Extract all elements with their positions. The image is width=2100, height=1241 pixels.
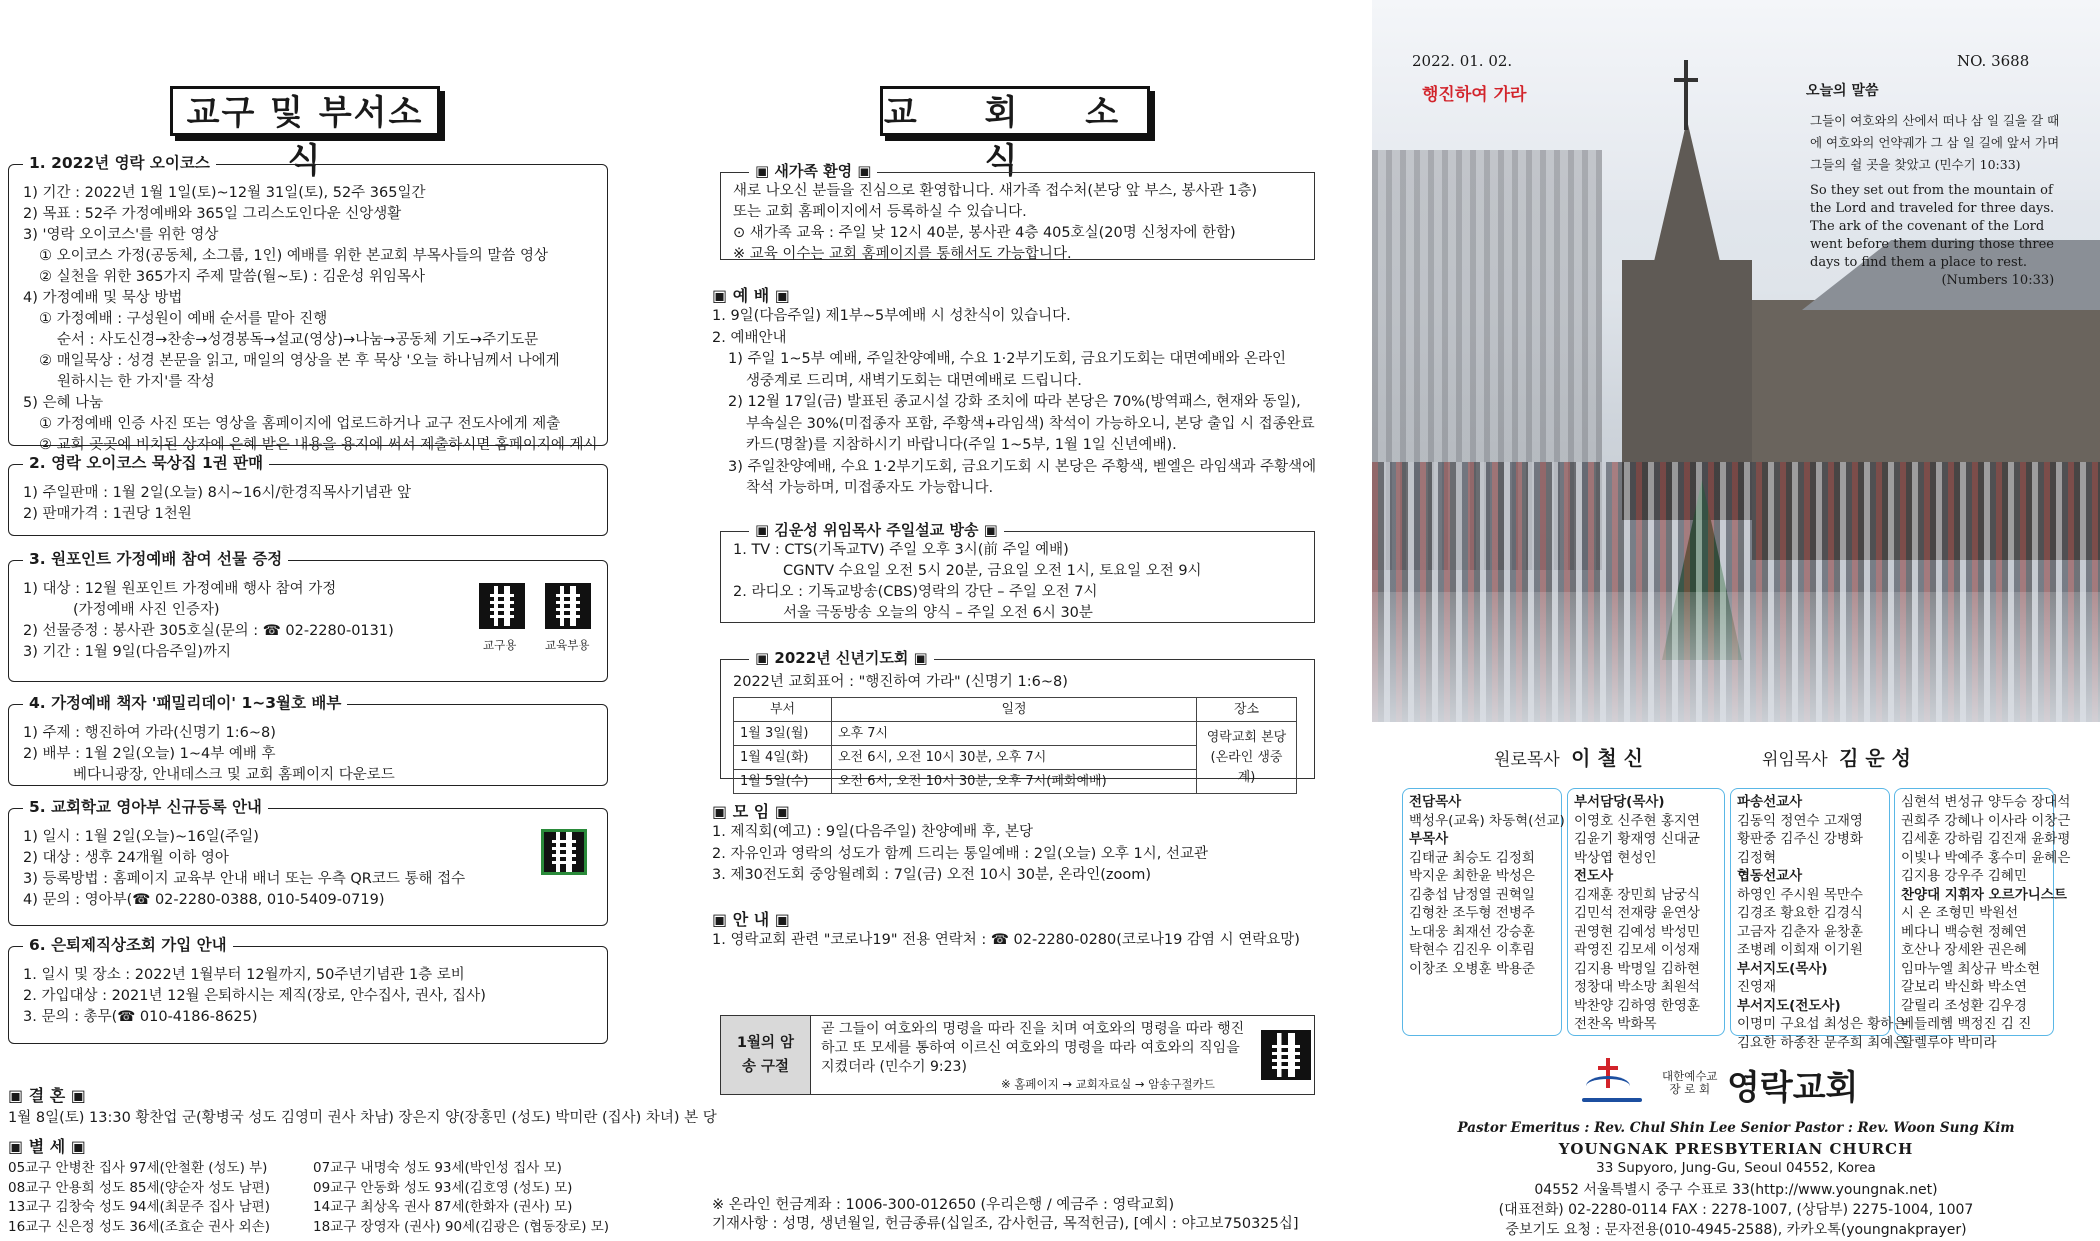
text-line: went before them during those three [1810,237,2055,252]
staff-group-heading: 파송선교사 [1737,794,1803,810]
text-line: 하고 또 모세를 통하여 이르신 여호와의 명령을 따라 여호와의 직임을 [821,1040,1240,1056]
staff-names: 호산나 장세완 권은혜 [1901,942,2027,958]
qr-code-label: 교구용 [483,638,517,652]
staff-names: 갈릴리 조성환 김우경 [1901,997,2027,1014]
text-line: the Lord and traveled for three days. [1810,201,2055,216]
notice-line: (가정예배 사진 인증자) [73,602,220,618]
education-qr-code[interactable] [545,583,591,629]
passing-row [8,1179,618,1199]
notice-line: 2. 가입대상 : 2021년 12월 은퇴하시는 제직(장로, 안수집사, 권사, 집사) [23,988,486,1004]
meeting-lines [712,822,1337,887]
staff-names: 박찬양 김하영 한영훈 [1574,997,1700,1014]
staff-names: 김지용 박명일 김하현 [1574,960,1700,977]
text-line: 2) 12월 17일(금) 발표된 종교시설 강화 조치에 따라 본당은 70%(방역패스, 현재와 동일), [728,394,1301,410]
notice-lines [712,930,1337,952]
notice-line: 3) '영락 오이코스'를 위한 영상 [23,227,219,243]
staff-names: 정창대 박소망 최원석 [1574,979,1700,995]
broadcast-box [720,521,1315,623]
notice-line: ② 매일묵상 : 성경 본문을 읽고, 매일의 영상을 본 후 묵상 '오늘 하나님께서 나에게 [39,353,560,369]
prayer-box [720,649,1315,789]
senior-pastor [1762,742,1911,771]
text-line: 2. 자유인과 영락의 성도가 함께 드리는 통일예배 : 2일(오늘) 오후 1시, 선교관 [712,845,1208,862]
text-line: days to find them a place to rest. [1810,255,2027,270]
logo-denomination-line1: 대한예수교 [1662,1069,1718,1083]
notice-section [8,694,608,786]
text-line: 3) 주일찬양예배, 수요 1·2부기도회, 금요기도회 시 본당은 주황색, 벧엘은 라임색과 주황색에 [728,458,1317,475]
staff-column [1730,788,1907,1051]
prayer-header-schedule: 일정 [832,698,1197,722]
notice-line: 2) 목표 : 52주 가정예배와 365일 그리스도인다운 신앙생활 [23,206,402,222]
text-line: 1. 9일(다음주일) 제1부~5부예배 시 성찬식이 있습니다. [712,308,1071,324]
text-line: 2. 라디오 : 기독교방송(CBS)영락의 강단 – 주일 오전 7시 [733,584,1098,600]
memory-verse-box [720,1015,1315,1095]
text-line: The ark of the covenant of the Lord [1810,219,2045,234]
text-line: (Numbers 10:33) [1941,273,2055,288]
prayer-row-time: 오후 7시 [832,722,1197,746]
staff-names: 갈보리 박신화 박소연 [1901,979,2027,995]
worship-heading: ▣ 예 배 ▣ [712,286,790,305]
text-line: 기재사항 : 성명, 생년월일, 헌금종류(십일조, 감사헌금, 목적헌금), [예시 : 야고보750325십] [712,1216,1299,1232]
memory-verse-note: ※ 홈페이지 → 교회자료실 → 암송구절카드 [1001,1077,1215,1091]
prayer-place: 영락교회 본당 (온라인 생중계) [1197,722,1297,794]
notice-section-title: 4. 가정예배 책자 '패밀리데이' 1~3월호 배부 [23,693,347,714]
text-line: 부속실은 30%(미접종자 포함, 주황색+라임색) 착석이 가능하오니, 본당 출입 시 접종완료 [746,415,1315,432]
notice-section-title: 1. 2022년 영락 오이코스 [23,153,216,174]
pastor-emeritus-name: 이 철 신 [1571,746,1643,770]
prayer-request-contact: 중보기도 요청 : 문자전용(010-4945-2588), 카카오톡(youngnakprayer) [1505,1222,1967,1238]
notice-line: 1) 기간 : 2022년 1월 1일(토)~12월 31일(토), 52주 365일간 [23,185,426,201]
notice-section [8,454,608,536]
church-english-name: YOUNGNAK PRESBYTERIAN CHURCH [1558,1140,1914,1158]
staff-group-heading: 부서지도(목사) [1737,960,1828,977]
senior-pastor-role: 위임목사 [1762,750,1828,770]
text-line: 새로 나오신 분들을 진심으로 환영합니다. 새가족 접수처(본당 앞 부스, 봉사관 1층) [733,183,1258,199]
church-photo [1372,0,2100,722]
staff-column [1402,788,1565,1036]
broadcast-lines [733,540,1302,624]
memory-verse-label: 1월의 암송 구절 [721,1016,811,1094]
notice-line: 3) 기간 : 1월 9일(다음주일)까지 [23,644,232,660]
staff-names: 베다니 백승현 정혜연 [1901,923,2027,940]
passing-row [8,1218,618,1238]
staff-names: 권희주 강혜나 이사라 이창근 [1901,812,2071,829]
worship-lines [712,306,1337,500]
memory-qr-code[interactable] [1261,1030,1311,1080]
notice-line: ② 실천을 위한 365가지 주제 말씀(월~토) : 김운성 위임목사 [39,269,426,285]
qr-code-label: 교육부용 [545,638,590,652]
notice-section-title: 2. 영락 오이코스 묵상집 1권 판매 [23,453,269,474]
passing-entry: 13교구 김창숙 성도 94세(최문주 집사 남편) [8,1199,270,1215]
text-line: CGNTV 수요일 오전 5시 20분, 금요일 오전 1시, 토요일 오전 9시 [783,563,1202,579]
staff-names: 박지운 최한윤 박성은 [1409,868,1535,884]
pastor-emeritus-role: 원로목사 [1494,750,1560,770]
notice-heading: ▣ 안 내 ▣ [712,910,790,929]
issue-date: 2022. 01. 02. [1412,52,1513,70]
notice-section [8,936,608,1044]
logo-denomination-line2: 장 로 회 [1669,1082,1711,1096]
staff-column [1894,788,2071,1051]
staff-group-heading: 전담목사 [1409,794,1462,810]
notice-line: 1) 주일판매 : 1월 2일(오늘) 8시~16시/한경직목사기념관 앞 [23,485,412,501]
parish-qr-code[interactable] [479,583,525,629]
logo-church-name: 영락교회 [1727,1068,1859,1108]
notice-line: 2) 배부 : 1월 2일(오늘) 1~4부 예배 후 [23,746,276,762]
pastor-emeritus [1494,742,1643,771]
passing-entry: 07교구 내명숙 성도 93세(박인성 집사 모) [313,1160,562,1176]
issue-number: NO. 3688 [1957,52,2030,70]
left-page [0,0,717,1241]
text-line: 착석 가능하며, 미접종자도 가능합니다. [746,480,994,496]
staff-names: 김정혁 [1737,849,1777,866]
welcome-lines [733,181,1302,265]
broadcast-heading: ▣ 김운성 위임목사 주일설교 방송 ▣ [749,520,1004,541]
senior-pastor-name: 김 운 성 [1839,746,1911,770]
text-line: 2. 예배안내 [712,329,787,346]
text-line: 그들의 쉴 곳을 찾았고 (민수기 10:33) [1810,157,2021,172]
passing-entry: 09교구 안동화 성도 93세(김호영 (성도) 모) [313,1179,573,1196]
staff-names: 김지용 강우주 김혜민 [1901,868,2027,884]
prayer-row-date: 1월 5일(수) [734,770,832,794]
staff-column [1567,788,1725,1036]
staff-names: 김요한 하종찬 문주희 최예은 [1737,1034,1907,1051]
staff-names: 권영현 김예성 박성민 [1574,923,1700,940]
text-line: 곧 그들이 여호와의 명령을 따라 진을 치며 여호와의 명령을 따라 행진 [821,1021,1245,1037]
notice-line: 2) 선물증정 : 봉사관 305호실(문의 : ☎ 02-2280-0131) [23,623,394,639]
text-line: 서울 극동방송 오늘의 양식 – 주일 오전 6시 30분 [783,605,1093,621]
passing-row [8,1198,618,1218]
text-line: 1. TV : CTS(기독교TV) 주일 오후 3시(前 주일 예배) [733,542,1069,558]
prayer-motto: 2022년 교회표어 : "행진하여 가라" (신명기 1:6~8) [733,674,1068,690]
passing-entry: 05교구 안병찬 집사 97세(안철환 (성도) 부) [8,1160,268,1176]
text-line: ⊙ 새가족 교육 : 주일 낮 12시 40분, 봉사관 4층 405호실(20명 신청자에 한함) [733,225,1236,241]
staff-names: 전찬옥 박화목 [1574,1016,1657,1032]
passing-entry: 16교구 신은정 성도 36세(조효순 권사 외손) [8,1218,270,1235]
word-korean [1810,110,2059,176]
staff-names: 진영재 [1737,979,1777,995]
staff-names: 조병례 이희재 이기원 [1737,942,1863,958]
notice-section-title: 5. 교회학교 영아부 신규등록 안내 [23,797,268,818]
text-line: 그들이 여호와의 산에서 떠나 삼 일 길을 갈 때 [1810,113,2060,128]
welcome-heading: ▣ 새가족 환영 ▣ [749,161,877,182]
notice-line: 1) 주제 : 행진하여 가라(신명기 1:6~8) [23,725,276,741]
passing-entry: 08교구 안용희 성도 85세(양순자 성도 남편) [8,1179,270,1196]
passing-entry: 14교구 최상옥 권사 87세(한화자 (권사) 모) [313,1199,573,1215]
staff-names: 곽영진 김모세 이성재 [1574,942,1700,958]
passing-heading: ▣ 별 세 ▣ [8,1137,86,1156]
staff-names: 김세훈 강하림 김진재 윤화평 [1901,831,2071,847]
staff-names: 심현석 변성규 양두승 장대석 [1901,794,2071,810]
text-line: 카드(명찰)를 지참하시기 바랍니다(주일 1~5부, 1월 1일 신년예배). [746,437,1177,453]
text-line: 또는 교회 홈페이지에서 등록하실 수 있습니다. [733,204,1027,220]
staff-group-heading: 부목사 [1409,831,1449,847]
welcome-box [720,162,1315,262]
notice-line: 1) 대상 : 12월 원포인트 가정예배 행사 참여 가정 [23,581,337,597]
staff-group-heading: 찬양대 지휘자 오르가니스트 [1901,886,2067,903]
middle-page [700,0,1340,1241]
text-line: 3. 제30전도회 중앙월례회 : 7일(금) 오전 10시 30분, 온라인(zoom) [712,867,1152,883]
staff-group-heading: 부서담당(목사) [1574,794,1665,810]
wedding-text: 1월 8일(토) 13:30 황찬업 군(황병국 성도 김영미 권사 차남) 장은지 양(장홍민 (성도) 박미란 (집사) 차녀) 본 당 [8,1110,717,1126]
staff-names: 시 온 조형민 박원선 [1901,905,2019,921]
cover-page [1372,0,2100,1241]
staff-names: 베들레헴 백정진 김 진 [1901,1016,2032,1032]
text-line: ※ 온라인 헌금계좌 : 1006-300-012650 (우리은행 / 예금주 : 영락교회) [712,1197,1175,1213]
church-phone: (대표전화) 02-2280-0114 FAX : 2278-1007, (상담부) 2275-1004, 1007 [1498,1202,1974,1218]
staff-group-heading: 전도사 [1574,868,1614,884]
prayer-table [733,697,1297,794]
notice-line: 5) 은혜 나눔 [23,395,104,411]
staff-names: 김동익 정연수 고재영 [1737,812,1863,829]
staff-names: 탁현수 김진우 이후림 [1409,942,1535,958]
notice-line: 3. 문의 : 총무(☎ 010-4186-8625) [23,1009,258,1025]
text-line: 에 여호와의 언약궤가 그 삼 일 길에 앞서 가며 [1810,135,2060,150]
left-page-title: 교구 및 부서소식 [170,86,440,136]
staff-names: 김재훈 장민희 남궁식 [1574,886,1700,903]
notice-line: 2) 대상 : 생후 24개월 이하 영아 [23,850,229,866]
notice-line: ① 오이코스 가정(공동체, 소그룹, 1인) 예배를 위한 본교회 부목사들의 말씀 영상 [39,248,549,264]
notice-line: ② 교회 곳곳에 비치된 상자에 은혜 받은 내용을 용지에 써서 제출하시면 홈페이지에 게시 [39,437,598,453]
staff-names: 이빛나 박예주 홍수미 윤혜은 [1901,849,2071,866]
staff-names: 노대웅 최재선 강승훈 [1409,923,1535,940]
staff-names: 하영인 주시원 목만수 [1737,886,1863,903]
church-logo-icon [1582,1058,1642,1110]
notice-section [8,798,608,926]
notice-line: 3) 등록방법 : 홈페이지 교육부 안내 배너 또는 우측 QR코드 통해 접수 [23,871,466,887]
word-english [1810,182,2054,290]
text-line: 1) 주일 1~5부 예배, 주일찬양예배, 수요 1·2부기도회, 금요기도회는 대면예배와 온라인 [728,351,1287,367]
church-address: 04552 서울특별시 중구 수표로 33(http://www.youngnak.net) [1534,1182,1938,1198]
staff-names: 김형찬 조두형 전병주 [1409,905,1535,921]
notice-line: 원하시는 한 가지'를 작성 [57,374,215,390]
staff-names: 김태균 최승도 김정희 [1409,849,1535,866]
staff-names: 임마누엘 최상규 박소현 [1901,960,2040,977]
word-title: 오늘의 말씀 [1806,83,1879,99]
notice-line: 순서 : 사도신경→찬송→성경봉독→설교(영상)→나눔→공동체 기도→주기도문 [57,332,539,348]
staff-names: 이명미 구요섭 최성은 황하은 [1737,1016,1907,1032]
staff-names: 황판중 김주신 강병화 [1737,831,1863,847]
notice-line: 4) 가정예배 및 묵상 방법 [23,290,183,306]
passing-entry: 18교구 장영자 (권사) 90세(김광은 (협동장로) 모) [313,1218,610,1235]
notice-line: 1. 일시 및 장소 : 2022년 1월부터 12월까지, 50주년기념관 1층 로비 [23,967,465,983]
notice-section-title: 3. 원포인트 가정예배 참여 선물 증정 [23,549,288,570]
meeting-heading: ▣ 모 임 ▣ [712,802,790,821]
prayer-row-date: 1월 4일(화) [734,746,832,770]
notice-line: 1) 일시 : 1월 2일(오늘)~16일(주일) [23,829,259,845]
staff-names: 김경조 황요한 김경식 [1737,905,1863,921]
staff-group-heading: 협동선교사 [1737,868,1803,884]
notice-line: ① 가정예배 인증 사진 또는 영상을 홈페이지에 업로드하거나 교구 전도사에게 제출 [39,416,561,432]
text-line: ※ 교육 이수는 교회 홈페이지를 통해서도 가능합니다. [733,246,1072,262]
notice-line: 베다니광장, 안내데스크 및 교회 홈페이지 다운로드 [73,767,395,783]
passing-list [8,1159,618,1237]
text-line: 1. 영락교회 관련 "코로나19" 전용 연락처 : ☎ 02-2280-0280(코로나19 감염 시 연락요망) [712,932,1300,948]
staff-names: 김민석 전재량 윤연상 [1574,905,1700,921]
staff-names: 이창조 오병훈 박용준 [1409,960,1535,977]
staff-names: 할렐루야 박미라 [1901,1034,1997,1051]
prayer-heading: ▣ 2022년 신년기도회 ▣ [749,648,934,669]
staff-names: 박상엽 현성인 [1574,849,1657,866]
staff-names: 이영호 신주현 홍지연 [1574,812,1700,829]
text-line: 1. 제직회(예고) : 9일(다음주일) 찬양예배 후, 본당 [712,824,1033,840]
passing-row [8,1159,618,1179]
notice-section [8,154,608,453]
staff-group-heading: 부서지도(전도사) [1737,997,1841,1014]
notice-line: 4) 문의 : 영아부(☎ 02-2280-0388, 010-5409-0719) [23,892,385,908]
prayer-row-date: 1월 3일(월) [734,722,832,746]
theme-title: 행진하여 가라 [1422,85,1527,105]
notice-section-title: 6. 은퇴제직상조회 가입 안내 [23,935,233,956]
memory-verse-text [821,1020,1244,1077]
text-line: So they set out from the mountain of [1810,183,2053,198]
staff-names: 백성우(교육) 차동혁(선교) [1409,812,1565,829]
staff-names: 김윤기 황재영 신대균 [1574,831,1700,847]
notice-line: ① 가정예배 : 구성원이 예배 순서를 맡아 진행 [39,311,328,327]
prayer-row-time: 오전 6시, 오전 10시 30분, 오후 7시(폐회예배) [832,770,1197,794]
prayer-header-place: 장소 [1197,698,1297,722]
infant-registration-qr-code[interactable] [541,829,587,875]
text-line: 지켰더라 (민수기 9:23) [821,1059,967,1075]
wedding-heading: ▣ 결 혼 ▣ [8,1086,86,1105]
notice-line: 2) 판매가격 : 1권당 1천원 [23,506,192,522]
church-english-address: 33 Supyoro, Jung-Gu, Seoul 04552, Korea [1596,1160,1876,1176]
staff-names: 김충섭 남정열 권혁일 [1409,886,1535,903]
text-line: 생중계로 드리며, 새벽기도회는 대면예배로 드립니다. [746,372,1082,389]
notice-section [8,550,608,682]
middle-page-title: 교 회 소 식 [880,86,1150,136]
offering-info [712,1196,1352,1234]
logo-denomination [1662,1070,1718,1096]
staff-names: 고금자 김춘자 윤창훈 [1737,923,1863,940]
prayer-header-dept: 부서 [734,698,832,722]
prayer-row-time: 오전 6시, 오전 10시 30분, 오후 7시 [832,746,1197,770]
pastors-english: Pastor Emeritus : Rev. Chul Shin Lee Senior Pastor : Rev. Woon Sung Kim [1457,1120,2015,1136]
